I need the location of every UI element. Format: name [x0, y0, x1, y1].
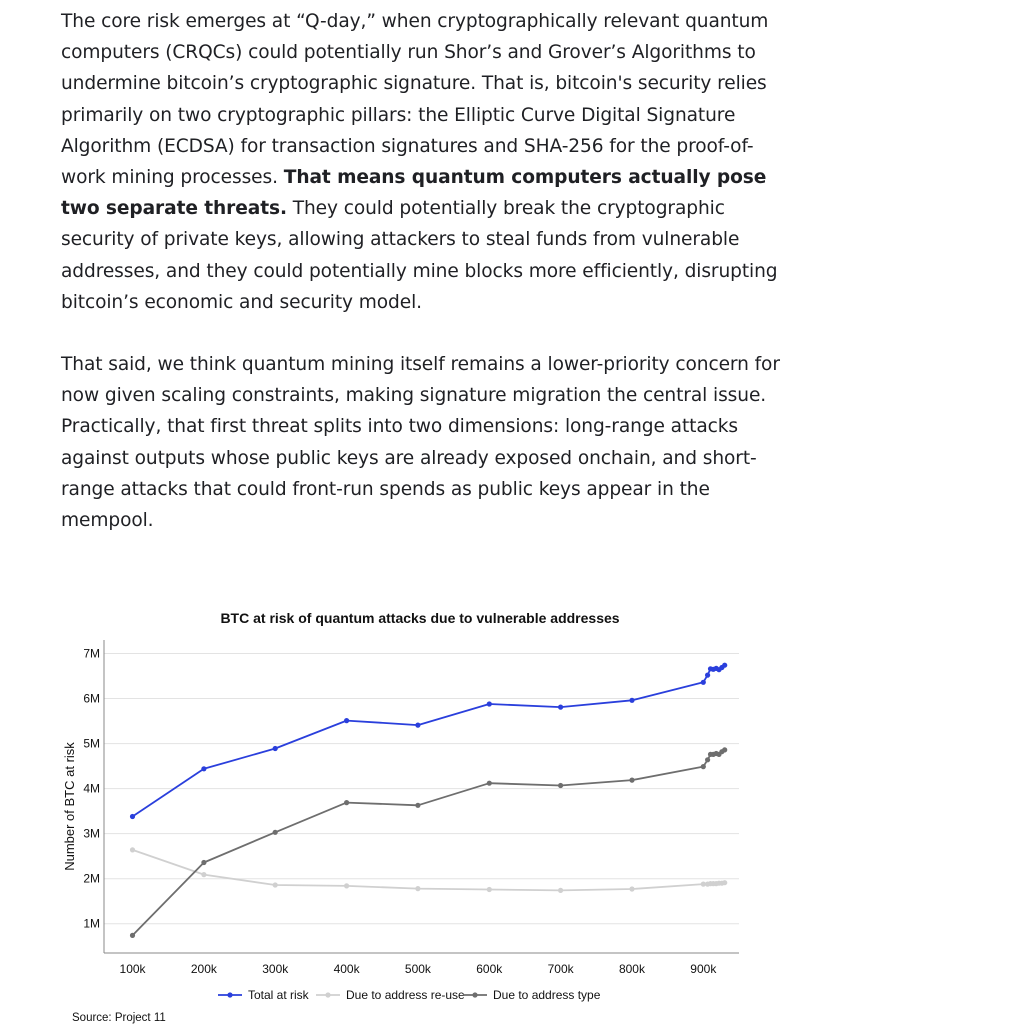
paragraph-1-text-a: The core risk emerges at “Q-day,” when cryptographically relevant quantum computers (CRQCs) could potentially run Shor’s and Grover’s Algorithms to undermine bitcoin’s cryptographic signature. That is, bitcoin's security relies primarily on two cryptographic pillars: the Elliptic Curve Digital Signature Algorithm (ECDSA) for transaction signatures and SHA-256 for the proof-of-work mining processes. — [61, 11, 769, 189]
x-tick-label-8: 900k — [690, 962, 717, 976]
x-tick-label-5: 600k — [476, 962, 503, 976]
series-2-point-2 — [273, 830, 278, 835]
series-2-point-8 — [701, 764, 706, 769]
series-1-point-1 — [201, 872, 206, 877]
series-2-point-7 — [629, 778, 634, 783]
y-tick-label-1: 2M — [83, 871, 100, 886]
paragraph-1-bold: That means quantum computers actually pose two separate threats. — [61, 167, 767, 220]
x-tick-label-2: 300k — [262, 962, 289, 976]
series-2-point-4 — [415, 803, 420, 808]
series-0-point-9 — [705, 673, 710, 678]
legend-marker-2 — [472, 992, 477, 997]
y-tick-label-3: 4M — [83, 781, 100, 796]
series-1-point-7 — [629, 886, 634, 891]
series-2-point-6 — [558, 783, 563, 788]
series-0-point-2 — [273, 746, 278, 751]
series-1-point-4 — [415, 886, 420, 891]
series-lines — [130, 663, 727, 938]
btc-risk-chart — [0, 595, 1010, 1024]
series-line-2 — [133, 750, 725, 936]
series-2-point-3 — [344, 800, 349, 805]
chart-container — [0, 595, 1010, 1024]
series-2-point-9 — [705, 757, 710, 762]
series-2-point-1 — [201, 860, 206, 865]
legend-marker-1 — [325, 992, 330, 997]
x-tick-label-0: 100k — [119, 962, 146, 976]
series-0-point-15 — [722, 663, 727, 668]
axes — [83, 640, 739, 976]
chart-title: BTC at risk of quantum attacks due to vulnerable addresses — [220, 610, 620, 626]
y-axis-label: Number of BTC at risk — [62, 742, 77, 871]
x-tick-label-3: 400k — [333, 962, 360, 976]
series-0-point-6 — [558, 705, 563, 710]
legend-label-0: Total at risk — [248, 988, 309, 1002]
series-0-point-8 — [701, 680, 706, 685]
source-note: Source: Project 11 — [72, 1012, 166, 1024]
legend-label-1: Due to address re-use — [346, 988, 465, 1002]
series-1-point-3 — [344, 883, 349, 888]
y-tick-label-0: 1M — [83, 916, 100, 931]
series-1-point-0 — [130, 847, 135, 852]
legend-label-2: Due to address type — [493, 988, 601, 1002]
x-tick-label-7: 800k — [618, 962, 645, 976]
x-tick-label-1: 200k — [190, 962, 217, 976]
series-line-0 — [133, 665, 725, 816]
series-0-point-4 — [415, 723, 420, 728]
gridlines — [104, 654, 739, 924]
y-tick-label-6: 7M — [83, 646, 100, 661]
y-tick-label-4: 5M — [83, 736, 100, 751]
series-0-point-1 — [201, 766, 206, 771]
series-2-point-15 — [722, 747, 727, 752]
series-1-point-15 — [722, 880, 727, 885]
paragraph-1-text-b: They could potentially break the cryptographic security of private keys, allowing attackers to steal funds from vulnerable addresses, and they could potentially mine blocks more efficiently, disrupting bitcoin’s economic and security model. — [61, 198, 778, 313]
series-1-point-2 — [273, 882, 278, 887]
y-tick-label-2: 3M — [83, 826, 100, 841]
legend — [218, 988, 601, 1002]
series-1-point-5 — [487, 887, 492, 892]
series-0-point-0 — [130, 814, 135, 819]
paragraph-2: That said, we think quantum mining itself remains a lower-priority concern for now given scaling constraints, making signature migration the central issue. Practically, that first threat splits into two dimensions: long-range attacks against outputs whose public keys are already exposed onchain, and short-range attacks that could front-run spends as public keys appear in the mempool. — [61, 354, 780, 532]
series-1-point-6 — [558, 888, 563, 893]
paragraph-1 — [61, 6, 781, 318]
series-2-point-5 — [487, 781, 492, 786]
series-0-point-5 — [487, 701, 492, 706]
series-0-point-7 — [629, 698, 634, 703]
x-tick-label-6: 700k — [547, 962, 574, 976]
legend-marker-0 — [227, 992, 232, 997]
y-tick-label-5: 6M — [83, 691, 100, 706]
article-body — [61, 6, 781, 536]
series-2-point-0 — [130, 933, 135, 938]
x-tick-label-4: 500k — [404, 962, 431, 976]
series-0-point-3 — [344, 718, 349, 723]
